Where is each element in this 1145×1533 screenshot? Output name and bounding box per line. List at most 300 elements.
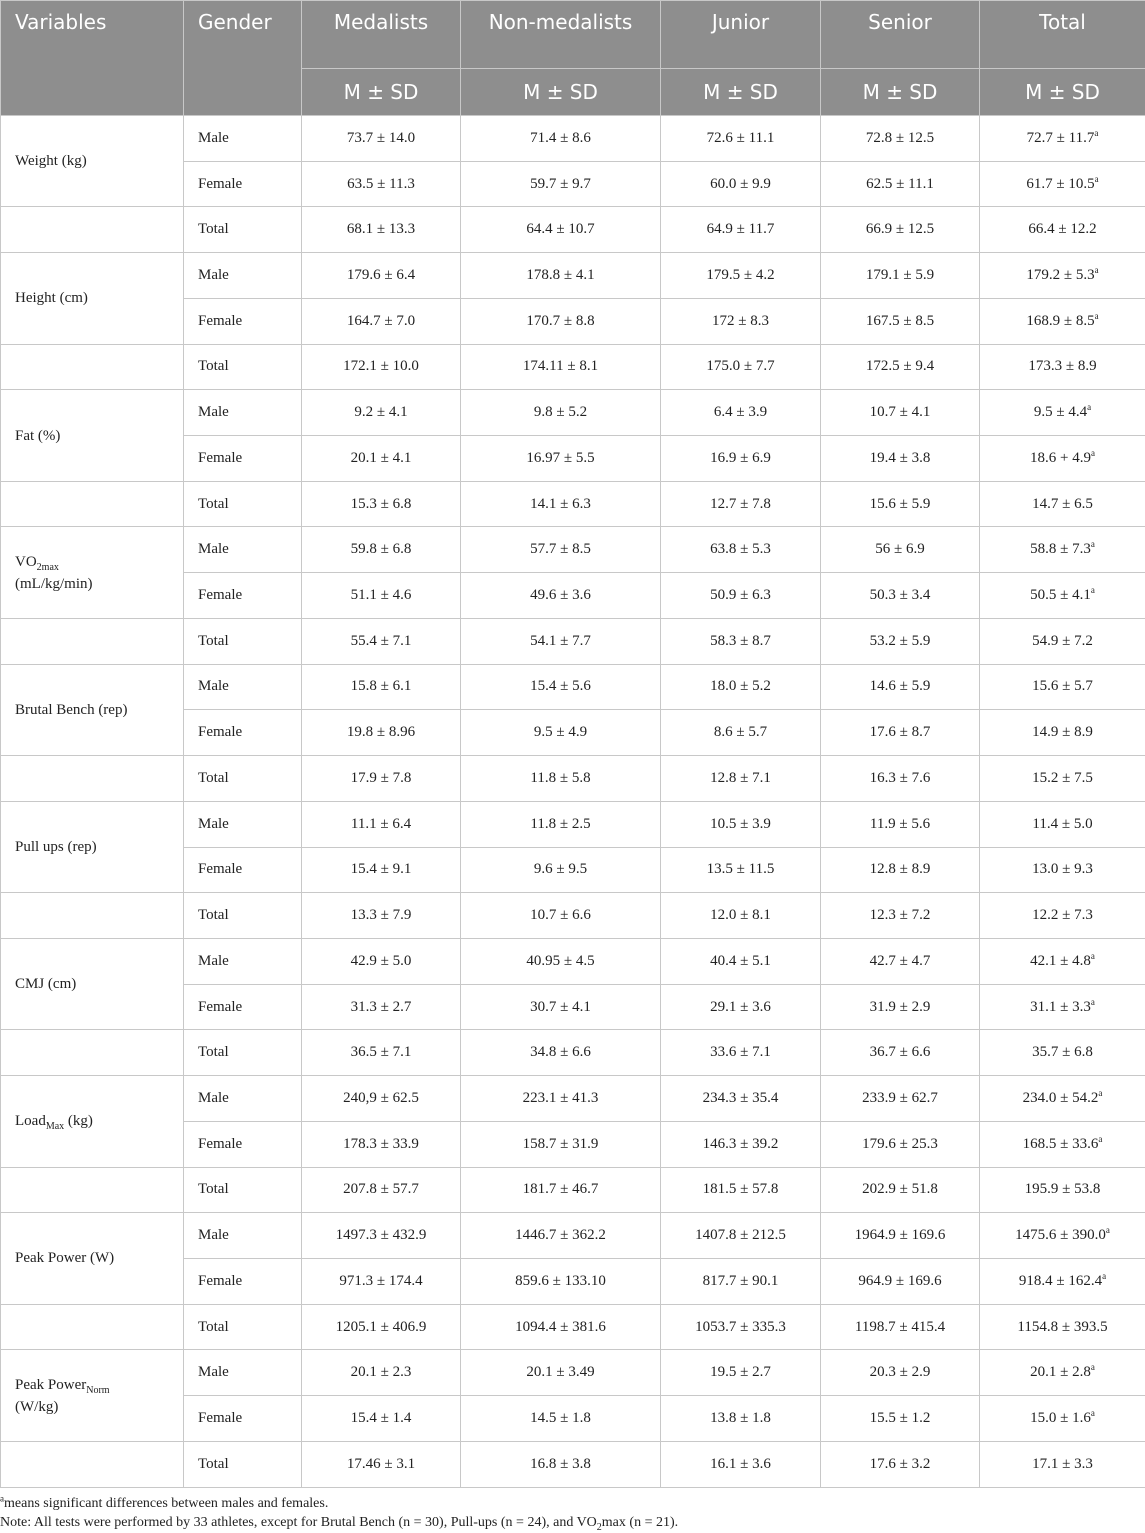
variable-subscript: Norm: [86, 1384, 110, 1396]
value-cell: 12.2 ± 7.3: [980, 893, 1145, 939]
value-cell: [821, 527, 980, 573]
variable-label: [1, 938, 184, 1029]
value-text: 51.1 ± 4.6: [350, 587, 412, 604]
value-cell: 16.8 ± 3.8: [461, 1441, 661, 1487]
value-cell: 12.0 ± 8.1: [661, 893, 821, 939]
value-cell: [661, 710, 821, 756]
gender-cell: Male: [184, 1350, 302, 1396]
value-cell: [821, 938, 980, 984]
value-cell: [302, 938, 461, 984]
value-cell: 181.5 ± 57.8: [661, 1167, 821, 1213]
value-cell: 1053.7 ± 335.3: [661, 1304, 821, 1350]
value-cell: [821, 253, 980, 299]
value-text: 15.0 ± 1.6: [1030, 1409, 1091, 1426]
value-text: 240,9 ± 62.5: [343, 1089, 419, 1106]
variable-label: [1, 527, 184, 618]
variable-label: [1, 801, 184, 892]
value-cell: 15.6 ± 5.9: [821, 481, 980, 527]
significance-mark: a: [1090, 1362, 1095, 1373]
significance-mark: a: [1094, 310, 1099, 321]
value-text: 72.8 ± 12.5: [865, 129, 935, 146]
value-text: 60.0 ± 9.9: [710, 175, 771, 192]
value-text: 1497.3 ± 432.9: [335, 1227, 427, 1244]
value-cell: 64.9 ± 11.7: [661, 207, 821, 253]
value-text: 168.5 ± 33.6: [1022, 1135, 1099, 1152]
value-text: 223.1 ± 41.3: [522, 1089, 599, 1106]
value-text: 12.8 ± 8.9: [869, 861, 931, 878]
value-cell: [980, 573, 1145, 619]
value-text: 16.9 ± 6.9: [710, 449, 771, 466]
value-text: 11.4 ± 5.0: [1032, 815, 1093, 832]
value-cell: 207.8 ± 57.7: [302, 1167, 461, 1213]
value-cell: [461, 253, 661, 299]
variable-label: [1, 1076, 184, 1167]
value-cell: [661, 847, 821, 893]
value-cell: 36.5 ± 7.1: [302, 1030, 461, 1076]
significance-mark: a: [1094, 265, 1099, 276]
value-text: 61.7 ± 10.5: [1026, 175, 1095, 192]
value-text: 817.7 ± 90.1: [702, 1272, 779, 1289]
table-row-total: [1, 1167, 1145, 1213]
value-cell: [461, 664, 661, 710]
value-text: 18.6 + 4.9: [1030, 449, 1091, 466]
header-stat: M ± SD: [980, 69, 1145, 116]
value-cell: [980, 298, 1145, 344]
value-text: 50.9 ± 6.3: [710, 587, 771, 604]
value-cell: 16.1 ± 3.6: [661, 1441, 821, 1487]
value-cell: [980, 801, 1145, 847]
value-text: 15.4 ± 1.4: [350, 1409, 412, 1426]
value-cell: 10.7 ± 6.6: [461, 893, 661, 939]
significance-mark: a: [1090, 539, 1095, 550]
value-text: 14.5 ± 1.8: [530, 1409, 591, 1426]
value-cell: 14.7 ± 6.5: [980, 481, 1145, 527]
value-text: 42.1 ± 4.8: [1030, 952, 1091, 969]
variable-label: [1, 390, 184, 481]
significance-mark: a: [1087, 402, 1092, 413]
value-cell: 16.3 ± 7.6: [821, 756, 980, 802]
value-text: 29.1 ± 3.6: [710, 998, 771, 1015]
value-cell: [821, 847, 980, 893]
value-text: 164.7 ± 7.0: [346, 312, 416, 329]
gender-cell-total: Total: [184, 1441, 302, 1487]
value-cell: 15.3 ± 6.8: [302, 481, 461, 527]
value-cell: 58.3 ± 8.7: [661, 618, 821, 664]
value-cell: [980, 116, 1145, 162]
value-cell: [461, 1213, 661, 1259]
gender-cell: Female: [184, 1396, 302, 1442]
gender-cell: Female: [184, 984, 302, 1030]
value-cell: 1205.1 ± 406.9: [302, 1304, 461, 1350]
value-text: 59.8 ± 6.8: [350, 541, 412, 558]
value-cell: [461, 1076, 661, 1122]
table-notes: [0, 1494, 1145, 1532]
value-cell: [980, 710, 1145, 756]
value-cell: 54.1 ± 7.7: [461, 618, 661, 664]
empty-cell: [1, 1441, 184, 1487]
value-cell: [661, 436, 821, 482]
value-cell: 66.4 ± 12.2: [980, 207, 1145, 253]
value-cell: [461, 938, 661, 984]
value-cell: [821, 390, 980, 436]
gender-cell: Male: [184, 938, 302, 984]
footnote-mark: a: [0, 1493, 4, 1504]
value-cell: 172.5 ± 9.4: [821, 344, 980, 390]
variable-name: CMJ (cm): [15, 976, 77, 993]
header-stat: M ± SD: [821, 69, 980, 116]
value-text: 11.1 ± 6.4: [350, 815, 412, 832]
value-text: 18.0 ± 5.2: [710, 678, 771, 695]
value-text: 179.6 ± 25.3: [862, 1135, 938, 1152]
value-cell: [980, 390, 1145, 436]
value-cell: [980, 1396, 1145, 1442]
value-text: 50.5 ± 4.1: [1030, 587, 1091, 604]
value-text: 13.5 ± 11.5: [706, 861, 775, 878]
value-cell: [821, 1213, 980, 1259]
value-text: 15.6 ± 5.7: [1032, 678, 1093, 695]
variable-label: [1, 664, 184, 755]
value-cell: 33.6 ± 7.1: [661, 1030, 821, 1076]
value-cell: [661, 938, 821, 984]
value-cell: [661, 298, 821, 344]
value-text: 234.3 ± 35.4: [702, 1089, 779, 1106]
gender-cell-total: Total: [184, 893, 302, 939]
value-text: 170.7 ± 8.8: [526, 312, 595, 329]
empty-cell: [1, 1167, 184, 1213]
table-row-total: [1, 1030, 1145, 1076]
value-cell: [661, 527, 821, 573]
value-text: 10.7 ± 4.1: [869, 404, 931, 421]
variable-name: Load: [15, 1113, 46, 1130]
value-cell: [461, 161, 661, 207]
variable-label: [1, 1350, 184, 1441]
table-row: [1, 116, 1145, 162]
value-text: 179.6 ± 6.4: [346, 267, 416, 284]
table-row-total: [1, 893, 1145, 939]
value-cell: [302, 161, 461, 207]
value-text: 1446.7 ± 362.2: [515, 1227, 606, 1244]
variable-subscript: Max: [45, 1121, 65, 1133]
value-cell: 1094.4 ± 381.6: [461, 1304, 661, 1350]
value-text: 14.6 ± 5.9: [869, 678, 931, 695]
table-row-total: [1, 618, 1145, 664]
gender-cell: Male: [184, 390, 302, 436]
table-row: [1, 1350, 1145, 1396]
value-cell: 174.11 ± 8.1: [461, 344, 661, 390]
value-text: 233.9 ± 62.7: [862, 1089, 938, 1106]
value-text: 49.6 ± 3.6: [530, 587, 591, 604]
value-text: 62.5 ± 11.1: [866, 175, 934, 192]
value-cell: [821, 984, 980, 1030]
header-total: Total: [980, 1, 1145, 69]
value-cell: [661, 1350, 821, 1396]
value-cell: 175.0 ± 7.7: [661, 344, 821, 390]
value-text: 13.8 ± 1.8: [710, 1409, 771, 1426]
gender-cell: Female: [184, 1258, 302, 1304]
value-cell: [302, 801, 461, 847]
value-text: 50.3 ± 3.4: [869, 587, 931, 604]
table-row: [1, 527, 1145, 573]
value-text: 15.8 ± 6.1: [350, 678, 412, 695]
value-text: 178.3 ± 33.9: [343, 1135, 419, 1152]
header-stat: M ± SD: [661, 69, 821, 116]
value-text: 964.9 ± 169.6: [858, 1272, 942, 1289]
variable-unit: (kg): [64, 1113, 93, 1130]
value-cell: 14.1 ± 6.3: [461, 481, 661, 527]
significance-mark: a: [1090, 1407, 1095, 1418]
value-cell: [461, 527, 661, 573]
value-text: 16.97 ± 5.5: [526, 449, 595, 466]
footnote-text: means significant differences between males and females.: [4, 1496, 329, 1511]
value-cell: [980, 1258, 1145, 1304]
significance-mark: a: [1090, 950, 1095, 961]
note-subscript: 2: [596, 1521, 602, 1533]
table-row-total: [1, 344, 1145, 390]
gender-cell: Male: [184, 116, 302, 162]
gender-cell-total: Total: [184, 344, 302, 390]
value-text: 57.7 ± 8.5: [530, 541, 591, 558]
header-junior: Junior: [661, 1, 821, 69]
value-text: 172 ± 8.3: [712, 312, 769, 329]
header-senior: Senior: [821, 1, 980, 69]
value-text: 859.6 ± 133.10: [515, 1272, 606, 1289]
gender-cell-total: Total: [184, 481, 302, 527]
value-cell: [661, 664, 821, 710]
value-cell: 66.9 ± 12.5: [821, 207, 980, 253]
value-text: 63.8 ± 5.3: [710, 541, 771, 558]
gender-cell: Female: [184, 161, 302, 207]
value-cell: 68.1 ± 13.3: [302, 207, 461, 253]
value-text: 72.6 ± 11.1: [706, 129, 775, 146]
value-cell: 12.8 ± 7.1: [661, 756, 821, 802]
value-text: 234.0 ± 54.2: [1022, 1089, 1099, 1106]
value-cell: [980, 527, 1145, 573]
note: [0, 1513, 1145, 1532]
value-cell: [302, 1350, 461, 1396]
value-text: 179.2 ± 5.3: [1026, 267, 1095, 284]
value-text: 11.9 ± 5.6: [869, 815, 931, 832]
value-cell: [461, 984, 661, 1030]
value-text: 9.5 ± 4.4: [1033, 404, 1088, 421]
value-cell: [302, 390, 461, 436]
value-cell: [980, 1213, 1145, 1259]
value-text: 179.5 ± 4.2: [706, 267, 775, 284]
value-cell: [980, 984, 1145, 1030]
gender-cell: Female: [184, 710, 302, 756]
value-cell: [302, 116, 461, 162]
value-text: 40.4 ± 5.1: [710, 952, 771, 969]
empty-cell: [1, 618, 184, 664]
gender-cell-total: Total: [184, 1167, 302, 1213]
value-text: 20.1 ± 2.8: [1030, 1364, 1091, 1381]
value-cell: [302, 847, 461, 893]
significance-mark: a: [1098, 1087, 1103, 1098]
value-text: 31.3 ± 2.7: [350, 998, 412, 1015]
value-text: 63.5 ± 11.3: [347, 175, 415, 192]
value-cell: [302, 1258, 461, 1304]
table-row-total: [1, 756, 1145, 802]
table-row-total: [1, 207, 1145, 253]
value-cell: [302, 1076, 461, 1122]
value-text: 19.4 ± 3.8: [869, 449, 931, 466]
empty-cell: [1, 207, 184, 253]
gender-cell: Female: [184, 298, 302, 344]
value-text: 146.3 ± 39.2: [702, 1135, 779, 1152]
value-text: 13.0 ± 9.3: [1032, 861, 1093, 878]
value-text: 6.4 ± 3.9: [713, 404, 768, 421]
value-text: 42.9 ± 5.0: [350, 952, 412, 969]
value-cell: [461, 436, 661, 482]
value-text: 30.7 ± 4.1: [530, 998, 591, 1015]
value-cell: [302, 1213, 461, 1259]
value-cell: [461, 1121, 661, 1167]
value-cell: [661, 1213, 821, 1259]
value-text: 42.7 ± 4.7: [869, 952, 931, 969]
value-text: 167.5 ± 8.5: [865, 312, 935, 329]
value-cell: [661, 1121, 821, 1167]
value-cell: [461, 573, 661, 619]
significance-mark: a: [1094, 173, 1099, 184]
variable-name: Weight (kg): [15, 153, 87, 170]
empty-cell: [1, 756, 184, 802]
gender-cell: Male: [184, 1213, 302, 1259]
value-cell: [461, 390, 661, 436]
variable-label: [1, 1213, 184, 1304]
value-cell: 64.4 ± 10.7: [461, 207, 661, 253]
table-row: [1, 1213, 1145, 1259]
value-cell: 15.2 ± 7.5: [980, 756, 1145, 802]
table-row: [1, 938, 1145, 984]
value-cell: [461, 1396, 661, 1442]
value-text: 158.7 ± 31.9: [522, 1135, 599, 1152]
footnote: [0, 1494, 1145, 1513]
value-cell: [461, 116, 661, 162]
empty-cell: [1, 1030, 184, 1076]
table-row: [1, 664, 1145, 710]
value-cell: 12.7 ± 7.8: [661, 481, 821, 527]
value-text: 1407.8 ± 212.5: [695, 1227, 786, 1244]
variable-name: Fat (%): [15, 427, 61, 444]
gender-cell-total: Total: [184, 756, 302, 802]
significance-mark: a: [1094, 127, 1099, 138]
value-cell: [821, 298, 980, 344]
value-cell: [661, 801, 821, 847]
value-cell: 17.9 ± 7.8: [302, 756, 461, 802]
gender-cell: Male: [184, 527, 302, 573]
significance-mark: a: [1105, 1225, 1110, 1236]
significance-mark: a: [1098, 1133, 1103, 1144]
value-cell: 181.7 ± 46.7: [461, 1167, 661, 1213]
value-text: 9.5 ± 4.9: [533, 724, 588, 741]
value-text: 20.1 ± 2.3: [350, 1364, 412, 1381]
value-cell: [661, 573, 821, 619]
value-cell: [302, 573, 461, 619]
value-text: 1475.6 ± 390.0: [1015, 1227, 1106, 1244]
value-cell: [461, 710, 661, 756]
header-row: [1, 1, 1145, 69]
value-text: 40.95 ± 4.5: [526, 952, 595, 969]
value-text: 14.9 ± 8.9: [1032, 724, 1093, 741]
variable-name: Peak Power (W): [15, 1250, 115, 1267]
value-text: 15.4 ± 5.6: [530, 678, 591, 695]
gender-cell: Female: [184, 847, 302, 893]
value-cell: [821, 710, 980, 756]
variable-label: [1, 253, 184, 344]
value-text: 19.8 ± 8.96: [346, 724, 416, 741]
value-cell: 53.2 ± 5.9: [821, 618, 980, 664]
variable-unit: (W/kg): [15, 1398, 59, 1415]
table-row: [1, 801, 1145, 847]
variable-name: Height (cm): [15, 290, 88, 307]
table-body: [1, 116, 1145, 1488]
empty-cell: [1, 1304, 184, 1350]
value-cell: [661, 390, 821, 436]
gender-cell: Female: [184, 573, 302, 619]
value-cell: [980, 847, 1145, 893]
value-text: 20.1 ± 3.49: [526, 1364, 595, 1381]
value-cell: [821, 116, 980, 162]
value-cell: 173.3 ± 8.9: [980, 344, 1145, 390]
header-variables: Variables: [1, 1, 184, 116]
value-cell: [461, 298, 661, 344]
value-text: 15.4 ± 9.1: [350, 861, 412, 878]
variable-label: [1, 116, 184, 207]
value-cell: [980, 253, 1145, 299]
value-cell: [302, 710, 461, 756]
gender-cell-total: Total: [184, 618, 302, 664]
value-cell: [461, 1258, 661, 1304]
empty-cell: [1, 344, 184, 390]
gender-cell: Female: [184, 1121, 302, 1167]
value-cell: [821, 1076, 980, 1122]
empty-cell: [1, 893, 184, 939]
value-cell: [821, 1258, 980, 1304]
value-cell: [661, 1258, 821, 1304]
value-cell: 195.9 ± 53.8: [980, 1167, 1145, 1213]
value-text: 17.6 ± 8.7: [869, 724, 931, 741]
value-cell: [302, 527, 461, 573]
value-cell: 34.8 ± 6.6: [461, 1030, 661, 1076]
gender-cell: Male: [184, 664, 302, 710]
value-text: 11.8 ± 2.5: [530, 815, 591, 832]
gender-cell: Male: [184, 253, 302, 299]
value-cell: [302, 1396, 461, 1442]
value-text: 9.6 ± 9.5: [533, 861, 588, 878]
value-cell: 17.46 ± 3.1: [302, 1441, 461, 1487]
value-cell: [302, 1121, 461, 1167]
table-row-total: [1, 481, 1145, 527]
value-cell: [821, 1350, 980, 1396]
value-cell: [980, 1076, 1145, 1122]
value-cell: [821, 573, 980, 619]
value-cell: [461, 801, 661, 847]
table-row: [1, 1076, 1145, 1122]
value-text: 1964.9 ± 169.6: [854, 1227, 946, 1244]
value-cell: [661, 1076, 821, 1122]
value-cell: [821, 1121, 980, 1167]
value-text: 19.5 ± 2.7: [710, 1364, 771, 1381]
value-text: 58.8 ± 7.3: [1030, 541, 1091, 558]
value-text: 168.9 ± 8.5: [1026, 312, 1095, 329]
value-cell: [661, 161, 821, 207]
value-cell: [980, 664, 1145, 710]
value-text: 71.4 ± 8.6: [530, 129, 591, 146]
significance-mark: a: [1090, 996, 1095, 1007]
value-text: 31.9 ± 2.9: [869, 998, 931, 1015]
value-text: 56 ± 6.9: [875, 541, 925, 558]
value-text: 31.1 ± 3.3: [1030, 998, 1091, 1015]
value-cell: [821, 436, 980, 482]
